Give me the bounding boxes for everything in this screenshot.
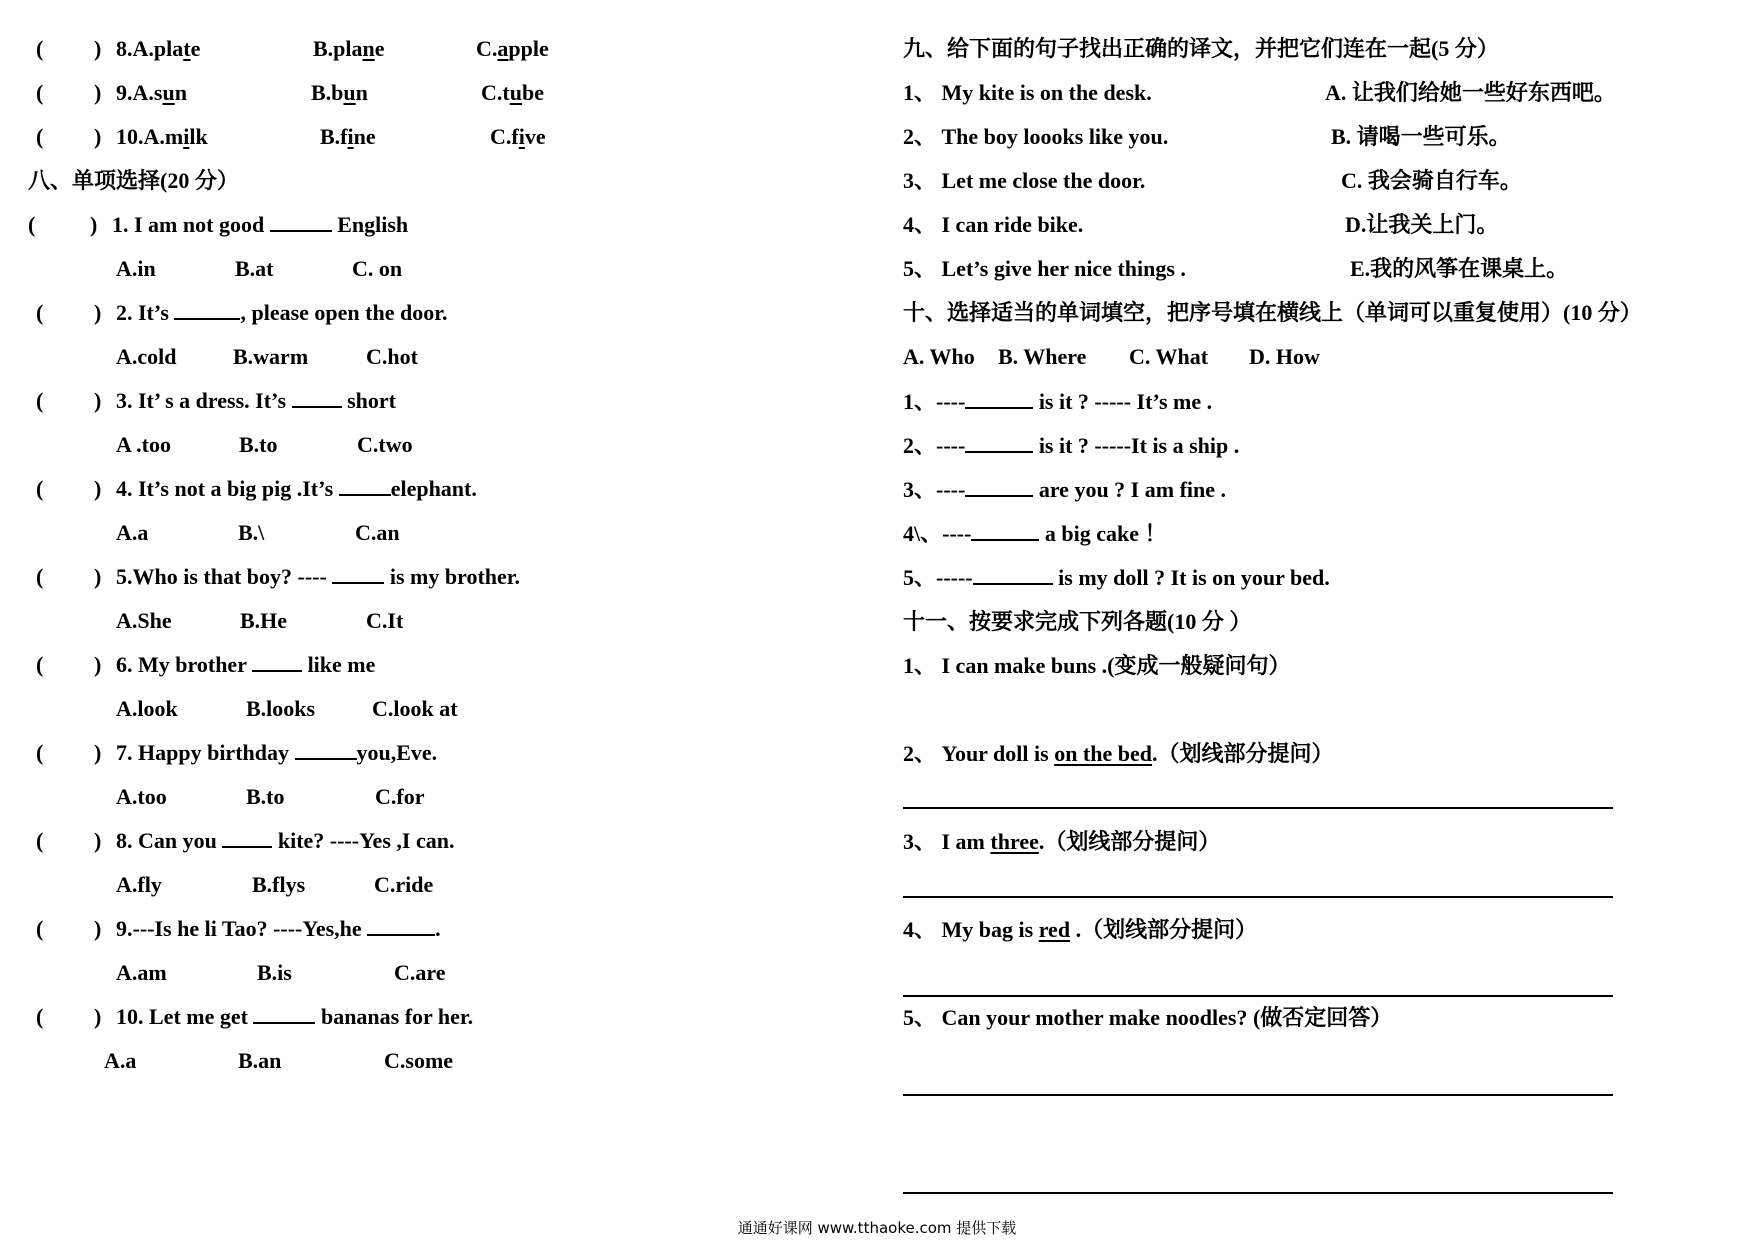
choice-option[interactable]: B.to bbox=[239, 432, 278, 457]
question-text: 4. It’s not a big pig .It’s bbox=[116, 476, 339, 501]
question-text: 9.---Is he li Tao? ----Yes,he bbox=[116, 916, 368, 941]
match-translation[interactable]: C. 我会骑自行车。 bbox=[1341, 168, 1522, 193]
question-text: 6. My brother bbox=[116, 652, 253, 677]
fill-item-text: is my doll ? It is on your bed. bbox=[1052, 565, 1330, 590]
choice-option[interactable]: C.look at bbox=[372, 696, 458, 721]
fill-item-text: a big cake ！ bbox=[1039, 521, 1167, 546]
transform-item bbox=[903, 1003, 1392, 1033]
answer-paren-close: ) bbox=[94, 652, 102, 677]
answer-paren-close: ) bbox=[94, 476, 102, 501]
answer-paren-open[interactable]: ( bbox=[36, 564, 44, 589]
option-a-rest: e bbox=[190, 36, 201, 61]
answer-line[interactable] bbox=[903, 807, 1613, 809]
answer-line[interactable] bbox=[903, 995, 1613, 997]
question-text-rest: bananas for her. bbox=[315, 1004, 474, 1029]
choice-option[interactable]: C. on bbox=[352, 256, 403, 281]
fill-item bbox=[903, 387, 1212, 417]
choice-option[interactable]: C.an bbox=[355, 520, 400, 545]
underlined-letter: u bbox=[509, 80, 522, 105]
question-blank[interactable] bbox=[292, 386, 342, 408]
transform-item bbox=[903, 651, 1290, 681]
answer-paren-open[interactable]: ( bbox=[36, 80, 44, 105]
match-sentence[interactable]: 4、 I can ride bike. bbox=[903, 212, 1084, 237]
choice-option[interactable]: C.are bbox=[394, 960, 446, 985]
fill-item-text: are you ? I am fine . bbox=[1033, 477, 1227, 502]
fill-item bbox=[903, 519, 1167, 549]
match-sentence[interactable]: 2、 The boy loooks like you. bbox=[903, 124, 1169, 149]
section-9-title: 九、给下面的句子找出正确的译文，并把它们连在一起(5 分） bbox=[903, 36, 1499, 61]
choice-option[interactable]: B.warm bbox=[233, 344, 309, 369]
question-text-rest: , please open the door. bbox=[240, 300, 448, 325]
option-b-rest: n bbox=[355, 80, 368, 105]
choice-option[interactable]: B.to bbox=[246, 784, 285, 809]
answer-paren-open[interactable]: ( bbox=[36, 740, 44, 765]
answer-paren-open[interactable]: ( bbox=[36, 388, 44, 413]
choice-option[interactable]: A.in bbox=[116, 256, 156, 281]
match-translation[interactable]: A. 让我们给她一些好东西吧。 bbox=[1325, 80, 1616, 105]
underlined-phrase: on the bed bbox=[1054, 741, 1152, 766]
answer-paren-close: ) bbox=[94, 300, 102, 325]
answer-paren-open[interactable]: ( bbox=[36, 916, 44, 941]
underlined-letter: i bbox=[518, 124, 525, 149]
question-text: 8. Can you bbox=[116, 828, 223, 853]
question-text-rest: short bbox=[341, 388, 396, 413]
underlined-letter: n bbox=[362, 36, 375, 61]
option-c-rest: be bbox=[521, 80, 544, 105]
question-text: 5.Who is that boy? ---- bbox=[116, 564, 333, 589]
match-sentence[interactable]: 3、 Let me close the door. bbox=[903, 168, 1146, 193]
question-text-rest: is my brother. bbox=[384, 564, 521, 589]
choice-option[interactable]: A.She bbox=[116, 608, 172, 633]
match-sentence[interactable]: 1、 My kite is on the desk. bbox=[903, 80, 1152, 105]
word-option: C. What bbox=[1129, 344, 1209, 369]
choice-option[interactable]: A.am bbox=[116, 960, 167, 985]
choice-option[interactable]: C.for bbox=[375, 784, 425, 809]
fill-item bbox=[903, 563, 1330, 593]
option-c: C. bbox=[476, 36, 498, 61]
option-b-rest: ne bbox=[353, 124, 376, 149]
transform-instruction: .（划线部分提问） bbox=[1151, 741, 1334, 766]
transform-prompt: 4、 My bag is bbox=[903, 917, 1039, 942]
transform-prompt: 1、 I can make buns .(变成一般疑问句） bbox=[903, 653, 1291, 678]
question-text-rest: like me bbox=[302, 652, 376, 677]
section-8-title: 八、单项选择(20 分） bbox=[28, 168, 239, 193]
transform-prompt: 3、 I am bbox=[903, 829, 991, 854]
choice-option[interactable]: A.a bbox=[104, 1048, 137, 1073]
fill-item-prefix: 2、---- bbox=[903, 433, 966, 458]
choice-option[interactable]: B.an bbox=[238, 1048, 282, 1073]
answer-paren-close: ) bbox=[94, 564, 102, 589]
choice-option[interactable]: C.hot bbox=[366, 344, 418, 369]
choice-option[interactable]: A.too bbox=[116, 784, 167, 809]
answer-paren-close: ) bbox=[90, 212, 98, 237]
question-blank[interactable] bbox=[174, 298, 240, 320]
fill-item bbox=[903, 431, 1239, 461]
footer-credit: 通通好课网 www.tthaoke.com 提供下载 bbox=[737, 1219, 1017, 1237]
underlined-letter: u bbox=[343, 80, 356, 105]
question-text: 10. Let me get bbox=[116, 1004, 254, 1029]
fill-blank[interactable] bbox=[971, 519, 1039, 541]
choice-option[interactable]: B.He bbox=[240, 608, 288, 633]
answer-paren-open[interactable]: ( bbox=[36, 124, 44, 149]
fill-item-text: is it ? ----- It’s me . bbox=[1033, 389, 1213, 414]
fill-blank[interactable] bbox=[965, 387, 1033, 409]
answer-paren-close: ) bbox=[94, 1004, 102, 1029]
question-blank[interactable] bbox=[252, 650, 302, 672]
option-a: A.s bbox=[132, 80, 163, 105]
choice-option[interactable]: C.ride bbox=[374, 872, 434, 897]
answer-paren-close: ) bbox=[94, 124, 102, 149]
question-text-rest: elephant. bbox=[390, 476, 477, 501]
answer-paren-open[interactable]: ( bbox=[36, 652, 44, 677]
fill-item-prefix: 4\、---- bbox=[903, 521, 972, 546]
underlined-letter: a bbox=[497, 36, 509, 61]
question-text-rest: . bbox=[435, 916, 441, 941]
option-a: A.pla bbox=[132, 36, 184, 61]
choice-option[interactable]: B.at bbox=[235, 256, 274, 281]
word-option: A. Who bbox=[903, 344, 975, 369]
option-a: A.m bbox=[143, 124, 184, 149]
answer-paren-close: ) bbox=[94, 916, 102, 941]
underlined-letter: i bbox=[347, 124, 354, 149]
fill-item-text: is it ? -----It is a ship . bbox=[1033, 433, 1240, 458]
answer-paren-close: ) bbox=[94, 740, 102, 765]
transform-instruction: .（划线部分提问） bbox=[1038, 829, 1221, 854]
transform-item bbox=[903, 915, 1257, 945]
answer-paren-close: ) bbox=[94, 388, 102, 413]
question-text: 7. Happy birthday bbox=[116, 740, 295, 765]
question-blank[interactable] bbox=[222, 826, 272, 848]
choice-option[interactable]: A .too bbox=[116, 432, 171, 457]
answer-paren-open[interactable]: ( bbox=[36, 1004, 44, 1029]
question-text-rest: kite? ----Yes ,I can. bbox=[272, 828, 455, 853]
item-number: 10. bbox=[116, 124, 144, 149]
question-blank[interactable] bbox=[339, 474, 391, 496]
choice-option[interactable]: B.is bbox=[257, 960, 292, 985]
answer-paren-open[interactable]: ( bbox=[36, 36, 44, 61]
transform-instruction: .（划线部分提问） bbox=[1070, 917, 1258, 942]
option-c-rest: pple bbox=[508, 36, 549, 61]
section-11-title: 十一、按要求完成下列各题(10 分 ） bbox=[903, 609, 1252, 634]
item-number: 9. bbox=[116, 80, 133, 105]
choice-option[interactable]: B.looks bbox=[246, 696, 316, 721]
fill-blank[interactable] bbox=[965, 475, 1033, 497]
answer-line[interactable] bbox=[903, 896, 1613, 898]
word-option: B. Where bbox=[998, 344, 1087, 369]
fill-blank[interactable] bbox=[973, 563, 1053, 585]
underlined-phrase: three bbox=[990, 829, 1039, 854]
option-b: B.f bbox=[320, 124, 348, 149]
option-c-rest: ve bbox=[524, 124, 546, 149]
choice-option[interactable]: C.some bbox=[384, 1048, 454, 1073]
choice-option[interactable]: A.cold bbox=[116, 344, 177, 369]
question-blank[interactable] bbox=[270, 210, 332, 232]
section-10-title: 十、选择适当的单词填空，把序号填在横线上（单词可以重复使用）(10 分） bbox=[903, 300, 1642, 325]
question-text: 3. It’ s a dress. It’s bbox=[116, 388, 292, 413]
question-text: 2. It’s bbox=[116, 300, 175, 325]
answer-line[interactable] bbox=[903, 1192, 1613, 1194]
transform-prompt: 5、 Can your mother make noodles? (做否定回答） bbox=[903, 1005, 1393, 1030]
transform-item bbox=[903, 827, 1220, 857]
transform-item bbox=[903, 739, 1334, 769]
question-text-rest: you,Eve. bbox=[356, 740, 438, 765]
underlined-letter: t bbox=[183, 36, 191, 61]
answer-paren-close: ) bbox=[94, 80, 102, 105]
answer-line[interactable] bbox=[903, 1094, 1613, 1096]
answer-paren-close: ) bbox=[94, 828, 102, 853]
item-number: 8. bbox=[116, 36, 133, 61]
question-blank[interactable] bbox=[332, 562, 384, 584]
choice-option[interactable]: A.fly bbox=[116, 872, 162, 897]
option-a-rest: lk bbox=[189, 124, 208, 149]
answer-paren-open[interactable]: ( bbox=[36, 300, 44, 325]
question-text-rest: English bbox=[331, 212, 409, 237]
underlined-phrase: red bbox=[1038, 917, 1071, 942]
fill-item bbox=[903, 475, 1226, 505]
question-blank[interactable] bbox=[367, 914, 435, 936]
choice-option[interactable]: A.look bbox=[116, 696, 178, 721]
choice-option[interactable]: A.a bbox=[116, 520, 149, 545]
option-b: B.pla bbox=[313, 36, 363, 61]
word-option: D. How bbox=[1249, 344, 1320, 369]
choice-option[interactable]: C.two bbox=[357, 432, 413, 457]
option-a-rest: n bbox=[174, 80, 187, 105]
transform-prompt: 2、 Your doll is bbox=[903, 741, 1055, 766]
choice-option[interactable]: B.flys bbox=[252, 872, 306, 897]
option-b-rest: e bbox=[374, 36, 385, 61]
fill-item-prefix: 5、----- bbox=[903, 565, 973, 590]
answer-paren-open[interactable]: ( bbox=[36, 476, 44, 501]
fill-item-prefix: 1、---- bbox=[903, 389, 966, 414]
match-sentence[interactable]: 5、 Let’s give her nice things . bbox=[903, 256, 1186, 281]
underlined-letter: i bbox=[183, 124, 190, 149]
answer-paren-close: ) bbox=[94, 36, 102, 61]
choice-option[interactable]: C.It bbox=[366, 608, 404, 633]
answer-paren-open[interactable]: ( bbox=[28, 212, 36, 237]
underlined-letter: u bbox=[162, 80, 175, 105]
question-blank[interactable] bbox=[253, 1002, 315, 1024]
option-b: B.b bbox=[311, 80, 344, 105]
question-text: 1. I am not good bbox=[112, 212, 270, 237]
option-c: C.t bbox=[481, 80, 510, 105]
choice-option[interactable]: B.\ bbox=[238, 520, 265, 545]
answer-paren-open[interactable]: ( bbox=[36, 828, 44, 853]
question-blank[interactable] bbox=[295, 738, 357, 760]
fill-blank[interactable] bbox=[965, 431, 1033, 453]
option-c: C.f bbox=[490, 124, 519, 149]
match-translation[interactable]: D.让我关上门。 bbox=[1345, 212, 1499, 237]
match-translation[interactable]: B. 请喝一些可乐。 bbox=[1331, 124, 1511, 149]
fill-item-prefix: 3、---- bbox=[903, 477, 966, 502]
match-translation[interactable]: E.我的风筝在课桌上。 bbox=[1350, 256, 1569, 281]
